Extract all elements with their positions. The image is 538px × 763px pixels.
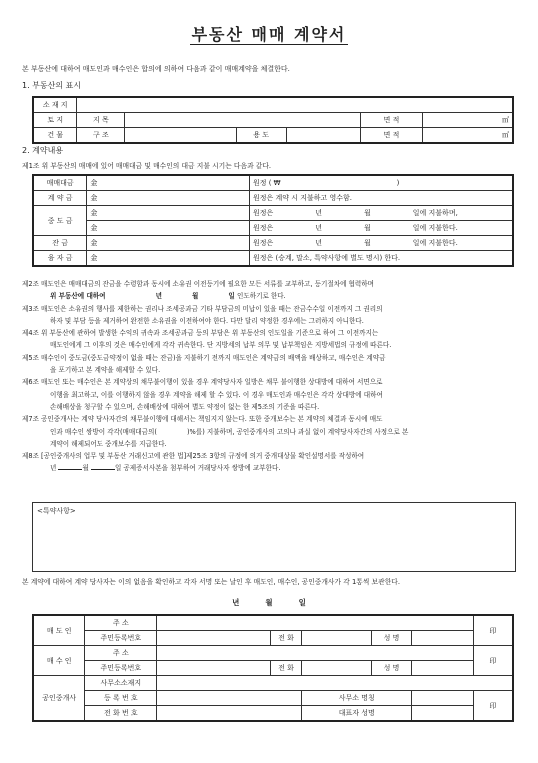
seller-phone-label: 전 화 (270, 631, 302, 646)
price-terms (249, 175, 513, 191)
seller-address-label: 주 소 (85, 615, 157, 631)
clause-6-line-2: 이행을 최고하고, 이를 이행하지 않을 경우 계약을 해제 할 수 있다. 이 경우 매도인과 매수인은 각각 상대방에 대하여 (50, 390, 383, 399)
office-address-label: 사무소소재지 (85, 676, 157, 691)
clause-4-line-1: 제4조 위 부동산에 관하여 발생한 수익의 귀속과 조세공과금 등의 부담은 위 부동산의 인도일을 기준으로 하여 그 이전까지는 (22, 329, 379, 338)
land-area-field[interactable]: ㎡ (422, 113, 513, 128)
parties-table (32, 614, 514, 722)
section-1-heading: 1. 부동산의 표시 (22, 81, 82, 90)
clause-7-line-3: 계약이 해제되어도 중개보수를 지급한다. (50, 439, 167, 448)
special-terms-box[interactable] (32, 502, 516, 572)
price-amount-field[interactable]: 金 (87, 175, 250, 191)
buyer-seal: 印 (473, 646, 513, 676)
office-phone-field[interactable] (157, 706, 302, 722)
seller-id-label: 주민등록번호 (85, 631, 157, 646)
middle-payment-2-field[interactable]: 金 (87, 221, 250, 236)
clause-2-line-2: 위 부동산에 대하여 년 월 일 인도하기로 한다. (50, 292, 286, 301)
agent-seal: 印 (473, 691, 513, 722)
seller-address-field[interactable] (157, 615, 473, 631)
seller-seal: 印 (473, 615, 513, 646)
page-title: 부동산 매매 계약서 (191, 25, 347, 44)
reg-no-field[interactable] (157, 691, 302, 706)
buyer-name-label: 성 명 (372, 661, 412, 676)
seller-label: 매 도 인 (33, 615, 85, 646)
land-category-label: 지 목 (77, 113, 125, 128)
clause-3-line-1: 제3조 매도인은 소유권의 행사를 제한하는 권리나 조세공과금 기타 부담금의 미납이 있을 때는 잔금수수일 이전까지 그 권리의 (22, 304, 383, 313)
clause-3-line-2: 하자 및 부담 등을 제거하여 완전한 소유권을 이전하여야 한다. 다만 달리 약정한 경우에는 그러하지 아니한다. (50, 316, 364, 325)
date-day: 일 (298, 598, 306, 607)
buyer-address-label: 주 소 (85, 646, 157, 661)
loan-field[interactable]: 金 (87, 251, 250, 267)
structure-field[interactable] (125, 128, 236, 144)
usage-field[interactable] (286, 128, 361, 144)
structure-label: 구 조 (77, 128, 125, 144)
building-area-field[interactable]: ㎡ (422, 128, 513, 144)
office-name-label: 사무소 명칭 (302, 691, 412, 706)
middle-payment-2-terms: 원정은 년 월 일에 지불한다. (249, 221, 513, 236)
price-close: ) (396, 179, 400, 187)
middle-payment-label: 중 도 금 (33, 206, 87, 236)
office-address-field[interactable] (157, 676, 513, 691)
usage-label: 용 도 (236, 128, 286, 144)
building-label: 건 물 (33, 128, 77, 144)
balance-field[interactable]: 金 (87, 236, 250, 251)
land-area-label: 면 적 (361, 113, 423, 128)
intro-text: 본 부동산에 대하여 매도인과 매수인은 합의에 의하여 다음과 같이 매매계약을 체결한다. (22, 65, 290, 73)
rep-name-label: 대표자 성명 (302, 706, 412, 722)
buyer-name-field[interactable] (412, 661, 474, 676)
middle-payment-1-field[interactable]: 金 (87, 206, 250, 221)
clause-2-line-1: 제2조 매도인은 매매대금의 잔금을 수령함과 동시에 소유권 이전등기에 필요한 모든 서류를 교부하고, 등기절차에 협력하며 (22, 280, 375, 288)
down-payment-field[interactable]: 金 (87, 191, 250, 206)
property-table (32, 96, 514, 144)
article-1: 제1조 위 부동산의 매매에 있어 매매대금 및 매수인의 대금 지불 시기는 다음과 같다. (22, 162, 272, 170)
clause-7-line-2: 인과 매수인 쌍방이 각각(매매대금의( )%를) 지불하며, 공인중개사의 고의나 과실 없이 계약당사자간의 사정으로 본 (50, 427, 409, 436)
contract-date (0, 597, 538, 608)
agent-label: 공인중개사 (33, 676, 85, 722)
buyer-address-field[interactable] (157, 646, 473, 661)
balance-terms: 원정은 년 월 일에 지불한다. (249, 236, 513, 251)
location-label: 소 재 지 (33, 97, 77, 113)
location-field[interactable] (77, 97, 513, 113)
middle-payment-1-terms: 원정은 년 월 일에 지불하며, (249, 206, 513, 221)
office-phone-label: 전 화 번 호 (85, 706, 157, 722)
reg-no-label: 등 록 번 호 (85, 691, 157, 706)
seller-name-field[interactable] (412, 631, 474, 646)
clause-8-line-1: 제8조 [공인중개사의 업무 및 부동산 거래신고에 관한 법]제25조 3항의 규정에 의거 중개대상물 확인설명서를 작성하여 (22, 452, 365, 461)
rep-name-field[interactable] (412, 706, 474, 722)
seller-phone-field[interactable] (302, 631, 372, 646)
buyer-phone-field[interactable] (302, 661, 372, 676)
clause-8-line-2: 년 월 일 공제증서사본을 첨부하여 거래당사자 쌍방에 교부한다. (50, 464, 281, 473)
seller-id-field[interactable] (157, 631, 270, 646)
buyer-phone-label: 전 화 (270, 661, 302, 676)
clause-5-line-1: 제5조 매수인이 중도금(중도금약정이 없을 때는 잔금)을 지불하기 전까지 매도인은 계약금의 배액을 배상하고, 매수인은 계약금 (22, 353, 386, 362)
down-payment-label: 계 약 금 (33, 191, 87, 206)
clause-6-line-1: 제6조 매도인 또는 매수인은 본 계약상의 채무불이행이 있을 경우 계약당사자 일방은 채무 불이행한 상대방에 대하여 서면으로 (22, 378, 383, 387)
loan-terms: 원정은 (승계, 말소, 특약사항에 별도 명시) 한다. (249, 251, 513, 267)
buyer-label: 매 수 인 (33, 646, 85, 676)
signature-note: 본 계약에 대하여 계약 당사자는 이의 없음을 확인하고 각자 서명 또는 날인 후 매도인, 매수인, 공인중개사가 각 1통씩 보관한다. (22, 578, 400, 586)
building-area-label: 면 적 (361, 128, 423, 144)
clause-5-line-2: 을 포기하고 본 계약을 해제할 수 있다. (50, 366, 161, 375)
price-text: 원정 ( ₩ (252, 179, 281, 187)
title-underline (190, 44, 348, 45)
down-payment-terms: 원정은 계약 시 지불하고 영수함. (249, 191, 513, 206)
contract-clauses (22, 278, 522, 475)
land-category-field[interactable] (125, 113, 361, 128)
buyer-id-label: 주민등록번호 (85, 661, 157, 676)
date-month: 월 (265, 598, 273, 607)
clause-4-line-2: 매도인에게 그 이후의 것은 매수인에게 각각 귀속한다. 단 지방세의 납부 의무 및 납부책임은 지방세법의 규정에 따른다. (50, 341, 392, 350)
date-year: 년 (232, 598, 240, 607)
special-terms-label: <특약사항> (37, 507, 76, 515)
seller-name-label: 성 명 (372, 631, 412, 646)
buyer-id-field[interactable] (157, 661, 270, 676)
land-label: 토 지 (33, 113, 77, 128)
payment-table (32, 174, 514, 267)
section-2-heading: 2. 계약내용 (22, 146, 64, 155)
price-label: 매매대금 (33, 175, 87, 191)
clause-7-line-1: 제7조 공인중개사는 계약 당사자간의 채무불이행에 대해서는 책임지지 않는다. 또한 중개보수는 본 계약의 체결과 동시에 매도 (22, 415, 383, 424)
balance-label: 잔 금 (33, 236, 87, 251)
office-name-field[interactable] (412, 691, 474, 706)
loan-label: 융 자 금 (33, 251, 87, 267)
clause-6-line-3: 손해배상을 청구할 수 있으며, 손해배상에 대하여 별도 약정이 없는 한 제5조의 기준을 따른다. (50, 402, 320, 411)
